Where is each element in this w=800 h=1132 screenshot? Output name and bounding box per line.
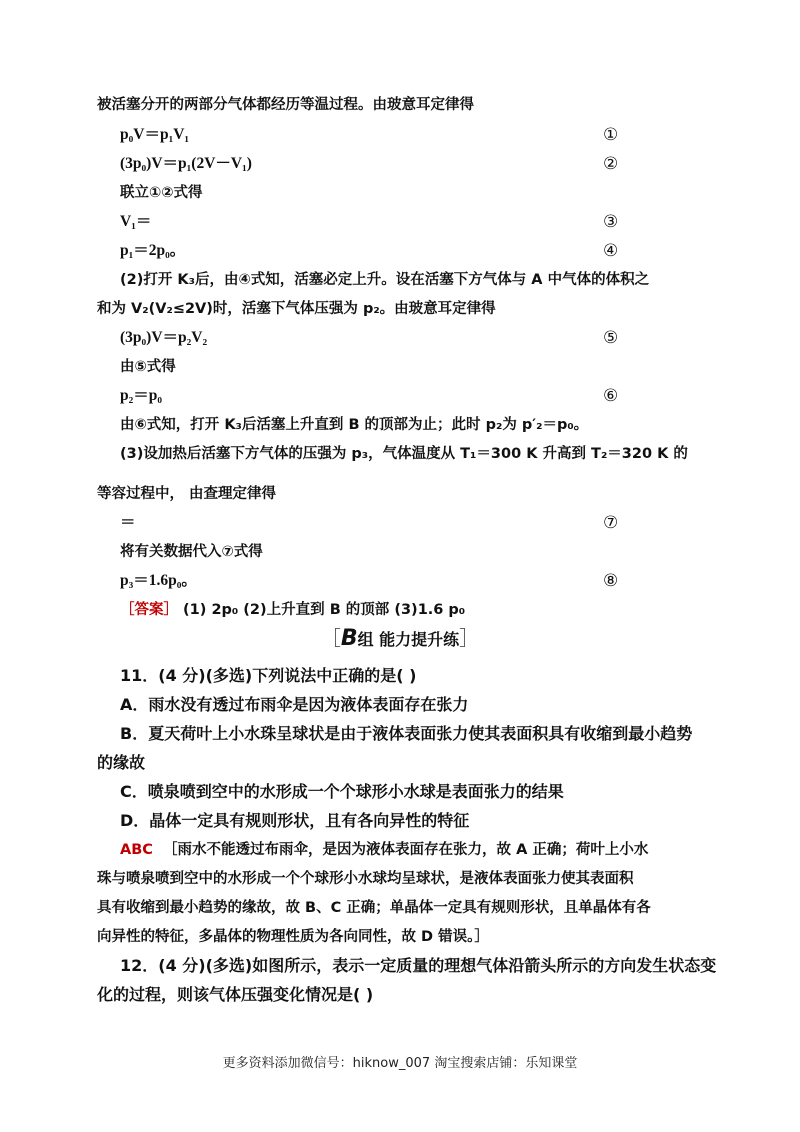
question-12-stem: 12．(4 分)(多选)如图所示，表示一定质量的理想气体沿箭头所示的方向发生状态变 <box>120 956 717 975</box>
equation-number-4: ④ <box>603 241 619 261</box>
explanation-line: 珠与喷泉喷到空中的水形成一个个球形小水球均呈球状，是液体表面张力使其表面积 <box>97 871 634 887</box>
equation-number-5: ⑤ <box>603 328 619 348</box>
question-11-explanation <box>120 840 648 860</box>
question-11-option-a: A．雨水没有透过布雨伞是因为液体表面存在张力 <box>120 695 469 714</box>
equation-number-3: ③ <box>603 212 619 232</box>
equation-number-2: ② <box>603 154 619 174</box>
explanation-line: 向异性的特征，多晶体的物理性质为各向同性，故 D 错误。］ <box>97 929 489 945</box>
section-label: 组 能力提升练 <box>357 630 460 649</box>
solution-line: 等容过程中， 由查理定律得 <box>97 486 277 502</box>
solution-line: 将有关数据代入⑦式得 <box>120 544 263 560</box>
question-11-stem: 11．(4 分)(多选)下列说法中正确的是( ) <box>120 666 417 685</box>
question-11-option-b-cont: 的缘故 <box>97 753 146 772</box>
answer-line <box>120 600 465 620</box>
equation-number-1: ① <box>603 125 619 145</box>
section-bracket-close: ］ <box>459 626 480 650</box>
answer-tag: ［答案］ <box>120 602 178 618</box>
solution-line: 被活塞分开的两部分气体都经历等温过程。由玻意耳定律得 <box>97 97 474 113</box>
equation-3: V₁＝ <box>120 213 152 230</box>
question-11-answer: ABC <box>120 842 153 858</box>
solution-line: 和为 V₂(V₂≤2V)时，活塞下气体压强为 p₂。由玻意耳定律得 <box>97 301 496 317</box>
equation-6: p₂＝p₀ <box>120 387 163 404</box>
solution-line: 由⑤式得 <box>120 359 176 375</box>
section-group-letter: B <box>340 626 358 651</box>
equation-8: p₃＝1.6p₀。 <box>120 572 197 589</box>
explanation-text: ［雨水不能透过布雨伞，是因为液体表面存在张力，故 A 正确；荷叶上小水 <box>163 842 649 858</box>
solution-line: (3)设加热后活塞下方气体的压强为 p₃，气体温度从 T₁＝300 K 升高到 T₂＝320 K 的 <box>120 446 688 462</box>
answer-text: (1) 2p₀ (2)上升直到 B 的顶部 (3)1.6 p₀ <box>178 602 466 618</box>
page-footer: 更多资料添加微信号：hiknow_007 淘宝搜索店铺：乐知课堂 <box>222 1056 578 1071</box>
solution-line: 由⑥式知，打开 K₃后活塞上升直到 B 的顶部为止；此时 p₂为 p′₂＝p₀。 <box>120 417 589 433</box>
equation-4: p₁＝2p₀。 <box>120 242 186 259</box>
question-11-option-d: D．晶体一定具有规则形状，且有各向异性的特征 <box>120 811 470 830</box>
question-11-option-c: C．喷泉喷到空中的水形成一个个球形小水球是表面张力的结果 <box>120 782 564 801</box>
section-bracket-open: ［ <box>320 626 341 650</box>
explanation-line: 具有收缩到最小趋势的缘故，故 B、C 正确；单晶体一定具有规则形状，且单晶体有各 <box>97 900 651 916</box>
equation-number-6: ⑥ <box>603 386 619 406</box>
equation-7: ＝ <box>120 514 136 531</box>
question-12-stem-cont: 化的过程，则该气体压强变化情况是( ) <box>97 985 374 1004</box>
section-header <box>0 627 800 651</box>
equation-1: p₀V＝p₁V₁ <box>120 126 190 143</box>
equation-5: (3p₀)V＝p₂V₂ <box>120 329 208 346</box>
equation-number-7: ⑦ <box>603 513 619 533</box>
equation-2: (3p₀)V＝p₁(2V－V₁) <box>120 155 252 172</box>
solution-line: 联立①②式得 <box>120 185 203 201</box>
equation-number-8: ⑧ <box>603 571 619 591</box>
solution-line: (2)打开 K₃后，由④式知，活塞必定上升。设在活塞下方气体与 A 中气体的体积之 <box>120 272 650 288</box>
question-11-option-b: B．夏天荷叶上小水珠呈球状是由于液体表面张力使其表面积具有收缩到最小趋势 <box>120 724 693 743</box>
